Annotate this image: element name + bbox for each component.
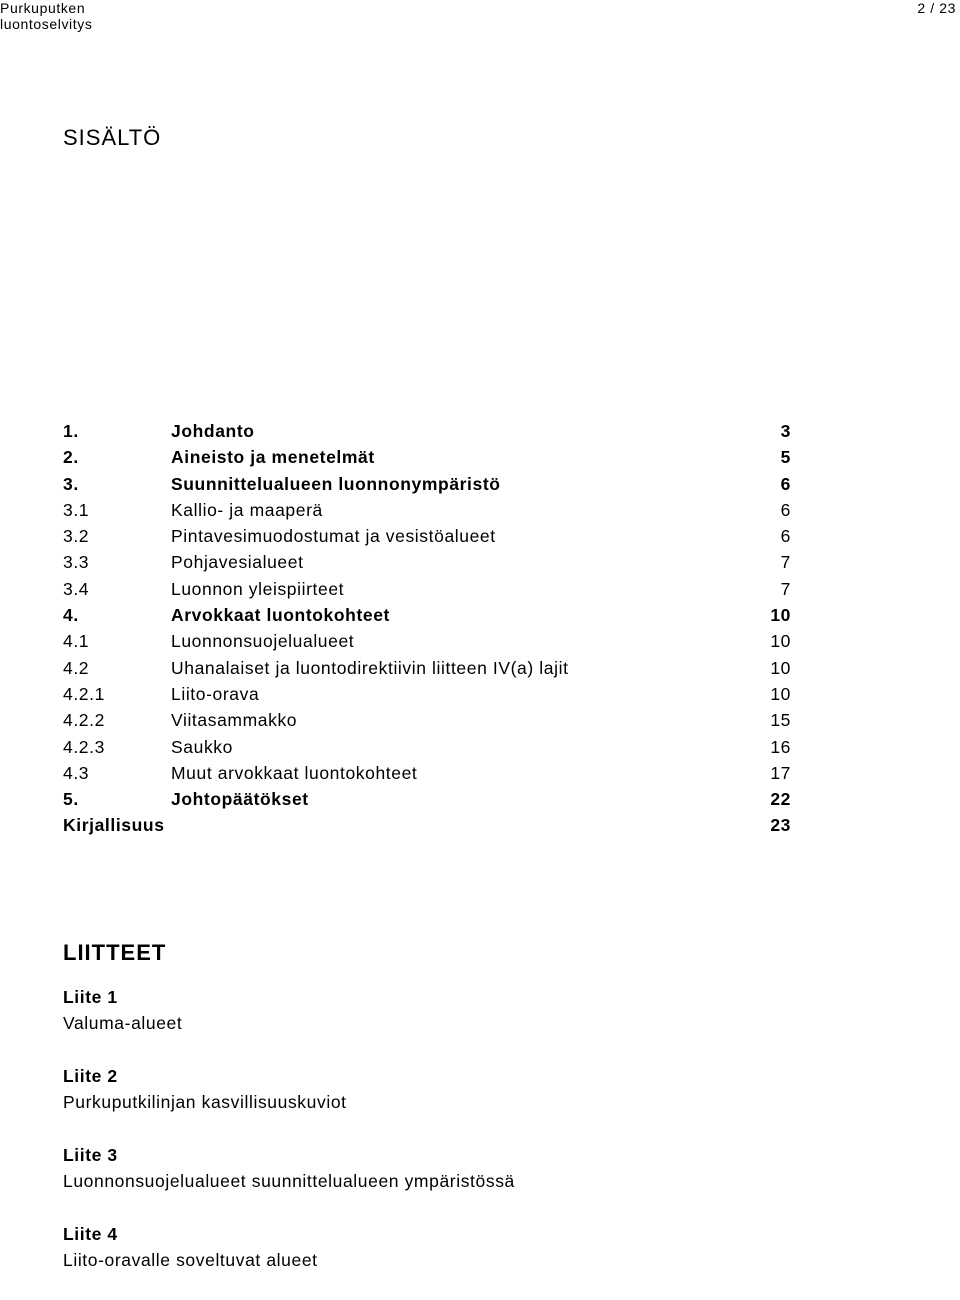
toc-entry-title: Johdanto (171, 421, 255, 441)
toc-entry-number: 3.4 (63, 578, 90, 599)
appendix-description: Liito-oravalle soveltuvat alueet (63, 1250, 318, 1270)
toc-entry-title: Aineisto ja menetelmät (171, 447, 375, 468)
toc-entry-title: Johtopäätökset (171, 789, 309, 810)
page-header (0, 0, 960, 40)
toc-entry-title: Uhanalaiset ja luontodirektiivin liitteen IV(a) lajit (171, 657, 569, 678)
appendix-label: Liite 1 (63, 987, 118, 1007)
appendix-item (63, 984, 863, 1036)
toc-entry-page: 3 (780, 421, 791, 441)
table-of-contents (63, 418, 791, 839)
toc-entry-page: 10 (770, 631, 791, 652)
toc-entry-number: 3. (63, 473, 79, 494)
toc-entry-title: Muut arvokkaat luontokohteet (171, 762, 418, 783)
toc-entry-title: Arvokkaat luontokohteet (171, 605, 390, 626)
toc-entry-title: Pohjavesialueet (171, 552, 304, 573)
toc-entry[interactable] (63, 655, 791, 681)
toc-entry[interactable] (63, 707, 791, 733)
toc-entry-page: 17 (770, 762, 791, 783)
document-title (0, 0, 92, 32)
toc-entry-number: 3.3 (63, 552, 90, 573)
toc-entry-title: Viitasammakko (171, 710, 298, 731)
toc-entry[interactable] (63, 760, 791, 786)
appendices-list (63, 984, 863, 1273)
toc-entry-page: 22 (770, 789, 791, 810)
toc-entry-number: 4.3 (63, 762, 90, 783)
appendix-description: Purkuputkilinjan kasvillisuuskuviot (63, 1092, 347, 1112)
toc-entry-number: 4. (63, 605, 79, 626)
appendix-description: Valuma-alueet (63, 1013, 183, 1033)
toc-entry-title: Kallio- ja maaperä (171, 499, 323, 520)
toc-entry[interactable] (63, 576, 791, 602)
toc-entry-number: 5. (63, 789, 79, 810)
toc-entry-number: 1. (63, 421, 79, 441)
toc-entry-title: Kirjallisuus (63, 815, 165, 836)
appendix-label: Liite 4 (63, 1224, 118, 1244)
document-title-line1: Purkuputken (0, 0, 86, 16)
toc-entry-page: 5 (780, 447, 791, 468)
appendix-label: Liite 3 (63, 1145, 118, 1165)
toc-entry[interactable] (63, 444, 791, 470)
toc-entry[interactable] (63, 549, 791, 575)
toc-entry-title: Pintavesimuodostumat ja vesistöalueet (171, 526, 496, 547)
toc-entry[interactable] (63, 812, 791, 838)
toc-entry[interactable] (63, 628, 791, 654)
toc-entry-page: 16 (770, 736, 791, 757)
toc-entry-page: 7 (780, 578, 791, 599)
document-title-line2: luontoselvitys (0, 16, 93, 32)
toc-entry-page: 23 (770, 815, 791, 836)
toc-entry-number: 4.1 (63, 631, 90, 652)
appendix-item (63, 1142, 863, 1194)
toc-entry-title: Luonnon yleispiirteet (171, 578, 345, 599)
toc-entry-title: Luonnonsuojelualueet (171, 631, 355, 652)
toc-entry-page: 10 (770, 683, 791, 704)
toc-entry[interactable] (63, 786, 791, 812)
toc-entry-page: 10 (770, 605, 791, 626)
toc-entry-number: 4.2.2 (63, 710, 105, 731)
toc-entry-number: 3.1 (63, 499, 90, 520)
toc-entry-page: 6 (780, 499, 791, 520)
toc-entry[interactable] (63, 734, 791, 760)
toc-entry-page: 7 (780, 552, 791, 573)
toc-entry-number: 3.2 (63, 526, 90, 547)
page-number: 2 / 23 (917, 0, 956, 16)
toc-entry-page: 15 (770, 710, 791, 731)
toc-entry[interactable] (63, 497, 791, 523)
toc-entry-number: 4.2 (63, 657, 90, 678)
toc-entry[interactable] (63, 681, 791, 707)
toc-entry-number: 2. (63, 447, 79, 468)
toc-entry[interactable] (63, 471, 791, 497)
contents-heading: SISÄLTÖ (63, 125, 162, 150)
toc-entry[interactable] (63, 602, 791, 628)
toc-entry-number: 4.2.3 (63, 736, 105, 757)
toc-entry-number: 4.2.1 (63, 683, 105, 704)
toc-entry-page: 6 (780, 473, 791, 494)
toc-entry-title: Saukko (171, 736, 233, 757)
appendices-heading: LIITTEET (63, 940, 167, 965)
appendix-item (63, 1063, 863, 1115)
toc-entry[interactable] (63, 523, 791, 549)
appendix-description: Luonnonsuojelualueet suunnittelualueen ympäristössä (63, 1171, 515, 1191)
toc-entry-page: 10 (770, 657, 791, 678)
appendix-item (63, 1221, 863, 1273)
toc-entry-title: Suunnittelualueen luonnonympäristö (171, 473, 501, 494)
appendices-section (63, 940, 863, 1300)
toc-entry-page: 6 (780, 526, 791, 547)
toc-entry[interactable] (63, 418, 791, 444)
toc-entry-title: Liito-orava (171, 683, 260, 704)
appendix-label: Liite 2 (63, 1066, 118, 1086)
